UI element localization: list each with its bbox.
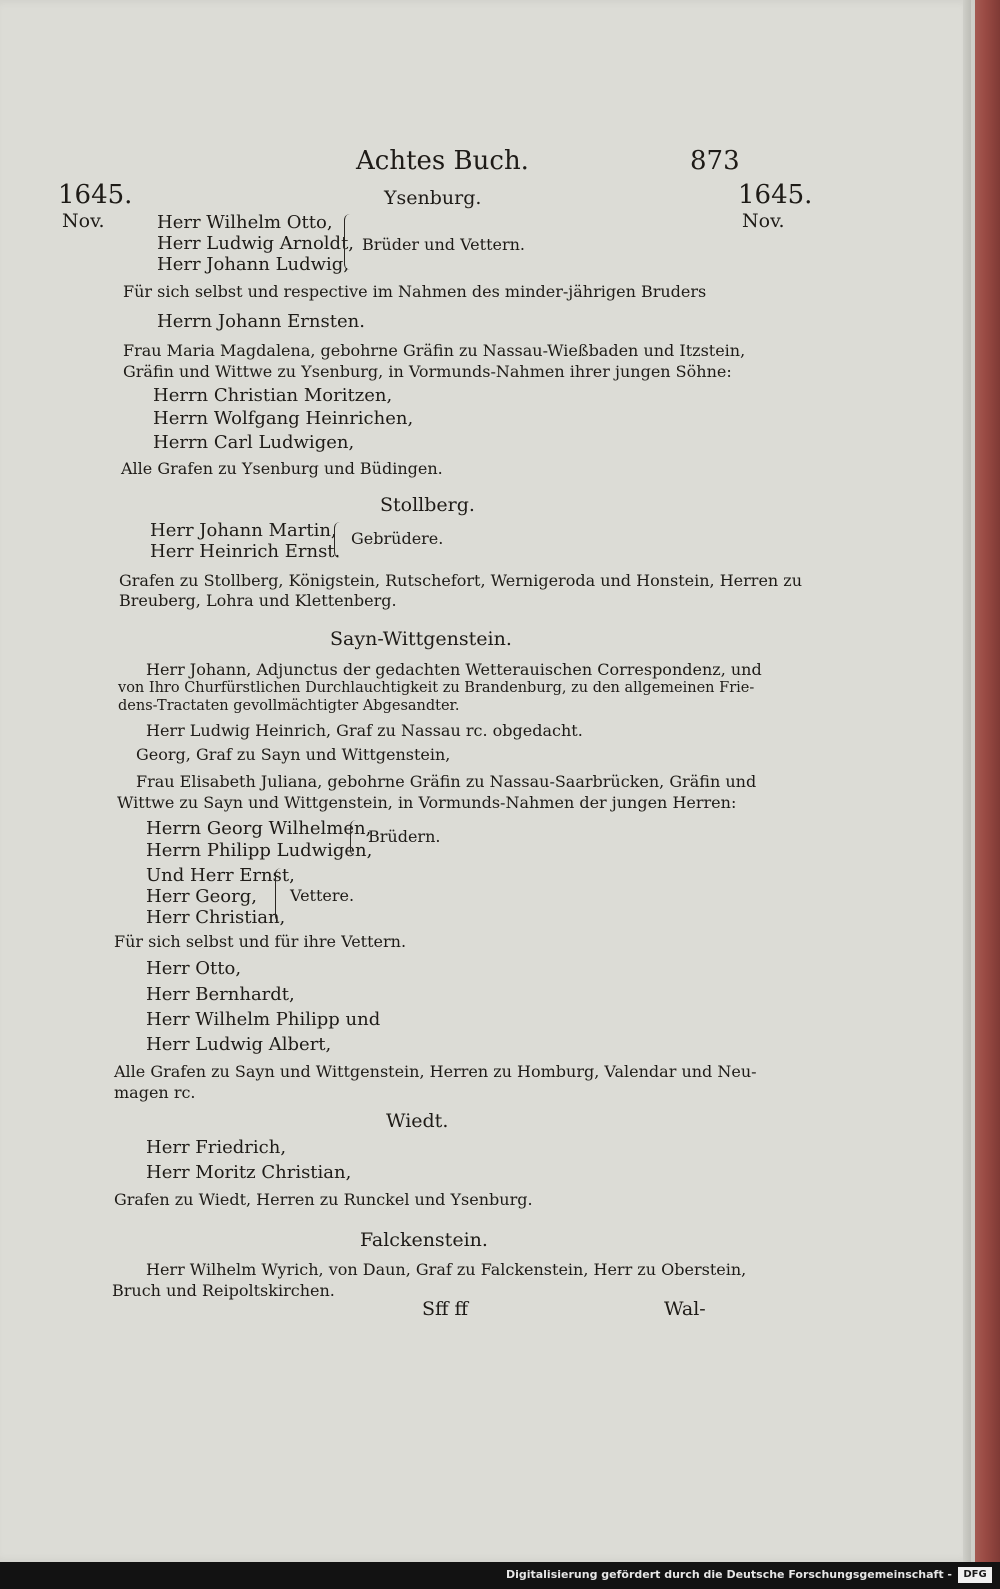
section-title-falckenstein: Falckenstein. bbox=[360, 1229, 488, 1251]
brace bbox=[350, 820, 361, 856]
section-title-ysenburg: Ysenburg. bbox=[384, 187, 482, 209]
sayn-text-line: von Ihro Churfürstlichen Durchlauchtigkeit zu Brandenburg, zu den allgemeinen Frie- bbox=[118, 680, 755, 696]
ysenburg-name-2: Herr Ludwig Arnoldt, bbox=[157, 233, 355, 254]
margin-year-right: 1645. bbox=[738, 180, 813, 210]
margin-month-right: Nov. bbox=[742, 210, 785, 232]
wiedt-name-1: Herr Friedrich, bbox=[146, 1137, 287, 1158]
section-title-wiedt: Wiedt. bbox=[386, 1110, 449, 1132]
sayn-closing: Alle Grafen zu Sayn und Wittgenstein, Herren zu Homburg, Valendar und Neu- bbox=[114, 1062, 757, 1081]
sayn-text-line: Wittwe zu Sayn und Wittgenstein, in Vormunds-Nahmen der jungen Herren: bbox=[117, 793, 737, 812]
sayn-text-line: Herr Johann, Adjunctus der gedachten Wetterauischen Correspondenz, und bbox=[146, 660, 762, 679]
sayn-more-4: Herr Ludwig Albert, bbox=[146, 1034, 332, 1055]
book-cover-edge bbox=[975, 0, 1000, 1562]
stollberg-closing: Breuberg, Lohra und Klettenberg. bbox=[119, 591, 397, 610]
sayn-closing: magen rc. bbox=[114, 1083, 196, 1102]
stollberg-group-label: Gebrüdere. bbox=[351, 529, 444, 548]
stollberg-closing: Grafen zu Stollberg, Königstein, Rutschefort, Wernigeroda und Honstein, Herren zu bbox=[119, 571, 803, 590]
ysenburg-text-line: Gräfin und Wittwe zu Ysenburg, in Vormunds-Nahmen ihrer jungen Söhne: bbox=[123, 362, 732, 381]
sayn-text-line: Für sich selbst und für ihre Vettern. bbox=[114, 932, 407, 951]
dfg-logo: DFG bbox=[958, 1567, 992, 1583]
ysenburg-son-3: Herrn Carl Ludwigen, bbox=[153, 432, 355, 453]
ysenburg-text-line: Herrn Johann Ernsten. bbox=[157, 311, 365, 332]
sayn-text-line: dens-Tractaten gevollmächtigter Abgesandter. bbox=[118, 698, 460, 714]
sayn-more-2: Herr Bernhardt, bbox=[146, 984, 295, 1005]
ysenburg-closing: Alle Grafen zu Ysenburg und Büdingen. bbox=[121, 459, 443, 478]
catchword: Wal- bbox=[664, 1298, 706, 1320]
sayn-brother-1: Herrn Georg Wilhelmen, bbox=[146, 818, 372, 839]
section-title-sayn: Sayn-Wittgenstein. bbox=[330, 628, 512, 650]
scan-footer-bar bbox=[0, 1562, 1000, 1589]
section-title-stollberg: Stollberg. bbox=[380, 494, 475, 516]
running-head: Achtes Buch. bbox=[356, 146, 529, 176]
signature-mark: Sff ff bbox=[422, 1298, 469, 1320]
ysenburg-name-3: Herr Johann Ludwig, bbox=[157, 254, 350, 275]
wiedt-name-2: Herr Moritz Christian, bbox=[146, 1162, 352, 1183]
wiedt-closing: Grafen zu Wiedt, Herren zu Runckel und Ysenburg. bbox=[114, 1190, 533, 1209]
falckenstein-text-line: Bruch und Reipoltskirchen. bbox=[112, 1281, 335, 1300]
scan-footer-text: Digitalisierung gefördert durch die Deutsche Forschungsgemeinschaft - bbox=[505, 1568, 952, 1581]
ysenburg-son-1: Herrn Christian Moritzen, bbox=[153, 385, 393, 406]
margin-year-left: 1645. bbox=[58, 180, 133, 210]
sayn-cousins-label: Vettere. bbox=[290, 886, 355, 905]
page-gutter bbox=[963, 0, 971, 1562]
ysenburg-name-1: Herr Wilhelm Otto, bbox=[157, 212, 333, 233]
stollberg-name-1: Herr Johann Martin, bbox=[150, 520, 337, 541]
margin-month-left: Nov. bbox=[62, 210, 105, 232]
brace bbox=[275, 868, 286, 922]
ysenburg-group-label: Brüder und Vettern. bbox=[362, 235, 526, 254]
brace bbox=[334, 522, 345, 558]
ysenburg-text-line: Frau Maria Magdalena, gebohrne Gräfin zu Nassau-Wießbaden und Itzstein, bbox=[123, 341, 746, 360]
sayn-brother-2: Herrn Philipp Ludwigen, bbox=[146, 840, 373, 861]
sayn-cousin-3: Herr Christian, bbox=[146, 907, 286, 928]
sayn-cousin-2: Herr Georg, bbox=[146, 886, 257, 907]
sayn-cousin-1: Und Herr Ernst, bbox=[146, 865, 295, 886]
page-number: 873 bbox=[690, 146, 740, 176]
sayn-text-line: Herr Ludwig Heinrich, Graf zu Nassau rc. obgedacht. bbox=[146, 721, 583, 740]
stollberg-name-2: Herr Heinrich Ernst. bbox=[150, 541, 341, 562]
sayn-text-line: Georg, Graf zu Sayn und Wittgenstein, bbox=[136, 745, 451, 764]
brace bbox=[344, 214, 355, 270]
sayn-brothers-label: Brüdern. bbox=[368, 827, 441, 846]
falckenstein-text-line: Herr Wilhelm Wyrich, von Daun, Graf zu Falckenstein, Herr zu Oberstein, bbox=[146, 1260, 747, 1279]
ysenburg-text-line: Für sich selbst und respective im Nahmen des minder-jährigen Bruders bbox=[123, 282, 707, 301]
sayn-more-3: Herr Wilhelm Philipp und bbox=[146, 1009, 381, 1030]
ysenburg-son-2: Herrn Wolfgang Heinrichen, bbox=[153, 408, 414, 429]
sayn-text-line: Frau Elisabeth Juliana, gebohrne Gräfin zu Nassau-Saarbrücken, Gräfin und bbox=[136, 772, 757, 791]
sayn-more-1: Herr Otto, bbox=[146, 958, 242, 979]
